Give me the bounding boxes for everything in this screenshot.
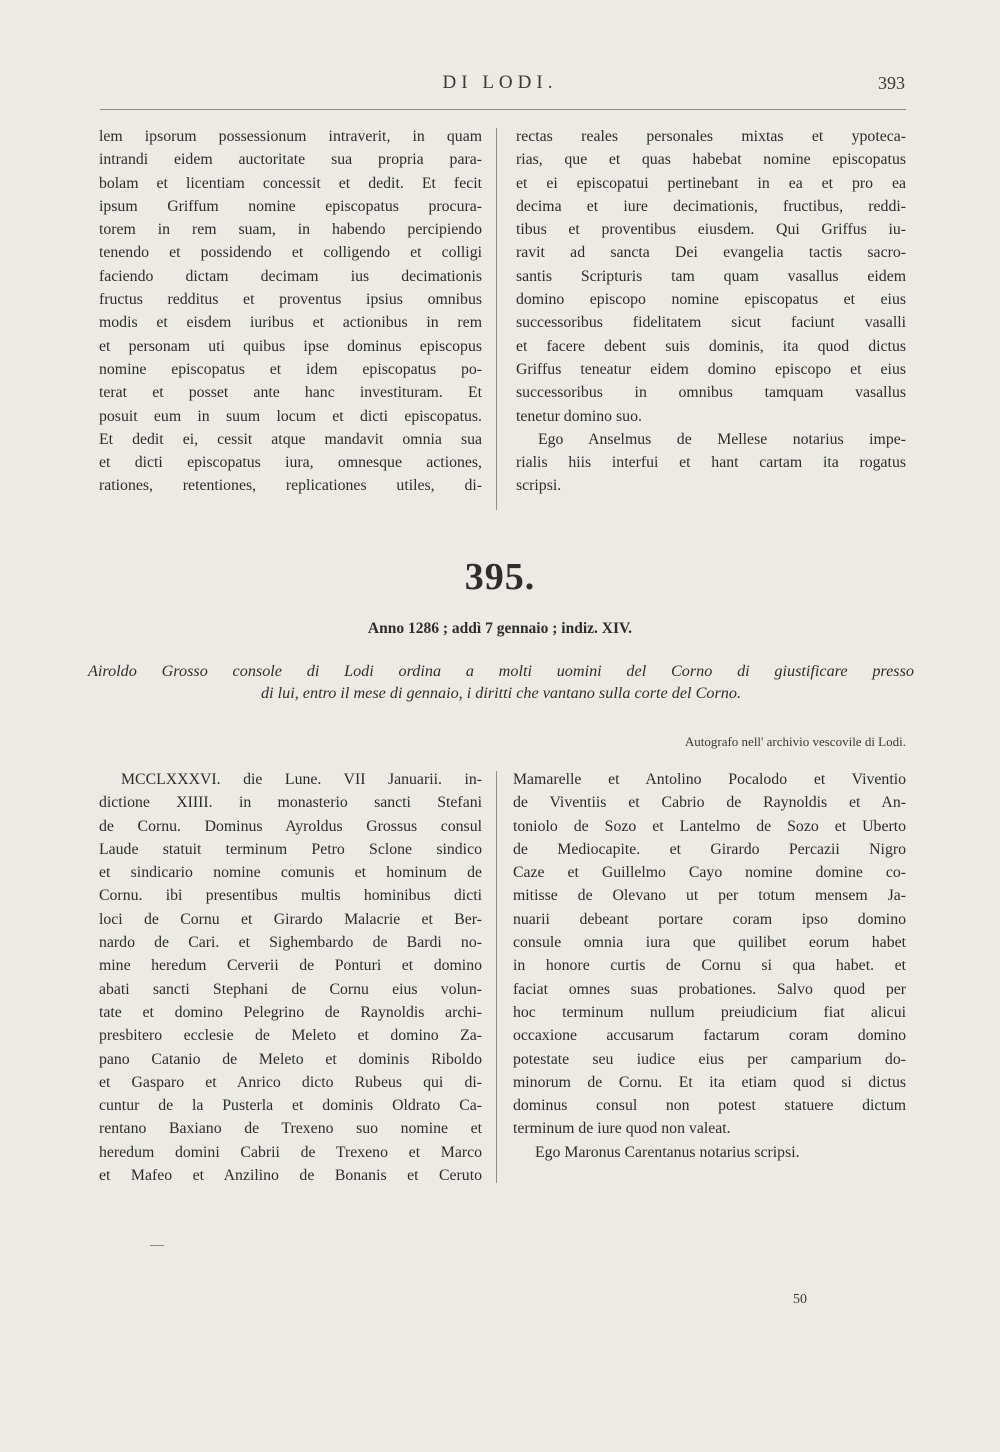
text-line: Cornu. ibi presentibus multis hominibus dicti (99, 887, 482, 905)
text-line: Mamarelle et Antolino Pocalodo et Viventio (513, 771, 906, 788)
section2-left-column (99, 768, 482, 1187)
column-divider (496, 128, 497, 510)
text-line: tibus et proventibus eiusdem. Qui Griffus iu- (516, 221, 906, 239)
text-line: fructus redditus et proventus ipsius omnibus (99, 291, 482, 309)
text-line: terat et posset ante hanc investituram. Et (99, 384, 482, 402)
text-line: rentano Baxiano de Trexeno suo nomine et (99, 1120, 482, 1138)
column-divider (496, 771, 497, 1183)
text-line: et Gasparo et Anrico dicto Rubeus qui di- (99, 1073, 482, 1091)
text-line: Caze et Guillelmo Cayo nomine domine co- (513, 864, 906, 882)
text-line: tenetur domino suo. (516, 407, 642, 425)
text-line: et Mafeo et Anzilino de Bonanis et Ceruto (99, 1167, 482, 1185)
document-summary (88, 660, 914, 704)
text-line: faciat omnes suas probationes. Salvo quod per (513, 980, 906, 998)
text-line: Laude statuit terminum Petro Sclone sindico (99, 840, 482, 858)
text-line: dictione XIIII. in monasterio sancti Stefani (99, 794, 482, 812)
text-line: hoc terminum nullum preiudicium fiat alicui (513, 1003, 906, 1021)
section1-right-column (516, 125, 906, 498)
text-line: et sindicario nomine comunis et hominum de (99, 864, 482, 882)
text-line: loci de Cornu et Girardo Malacrie et Ber- (99, 910, 482, 928)
text-line: modis et eisdem iuribus et actionibus in rem (99, 314, 482, 332)
text-line: dominus consul non potest statuere dictum (513, 1097, 906, 1115)
text-line: cuntur de la Pusterla et dominis Oldrato Ca- (99, 1097, 482, 1115)
section1-left-column (99, 125, 482, 498)
text-line: de Cornu. Dominus Ayroldus Grossus consul (99, 817, 482, 835)
text-line: mitisse de Olevano ut per totum mensem Ja- (513, 887, 906, 905)
text-line: et dicti episcopatus iura, omnesque actiones, (99, 454, 482, 472)
running-header-title: DI LODI. (442, 72, 558, 93)
text-line: terminum de iure quod non valeat. (513, 1120, 731, 1138)
text-line: mine heredum Cerverii de Ponturi et domino (99, 957, 482, 975)
page-number: 393 (878, 73, 905, 93)
text-line: Et dedit ei, cessit atque mandavit omnia sua (99, 430, 482, 448)
text-line: domino episcopo nomine episcopatus et eius (516, 291, 906, 309)
text-line: scripsi. (516, 477, 562, 495)
text-line: potestate seu iudice eius per camparium do- (513, 1050, 906, 1068)
text-line: faciendo dictam decimam ius decimationis (99, 267, 482, 285)
text-line: Ego Maronus Carentanus notarius scripsi. (535, 1143, 800, 1161)
text-line: heredum domini Cabrii de Trexeno et Marco (99, 1143, 482, 1161)
text-line: rationes, retentiones, replicationes utiles, di- (99, 477, 482, 495)
text-line: rectas reales personales mixtas et ypoteca- (516, 128, 906, 145)
text-line: minorum de Cornu. Et ita etiam quod si dictus (513, 1073, 906, 1091)
text-line: rias, que et quas habebat nomine episcopatus (516, 151, 906, 169)
signature-number: 50 (793, 1292, 807, 1307)
text-line: tate et domino Pelegrino de Raynoldis archi- (99, 1003, 482, 1021)
text-line: ravit ad sancta Dei evangelia tactis sacro- (516, 244, 906, 262)
text-line: consule omnia iura que quilibet eorum habet (513, 934, 906, 952)
text-line: nomine episcopatus et idem episcopatus po- (99, 360, 482, 378)
text-line: Griffus teneatur eidem domino episcopo et eius (516, 360, 906, 378)
text-line: torem in rem suam, in habendo percipiendo (99, 221, 482, 239)
text-line: occaxione accusarum factarum coram domino (513, 1027, 906, 1045)
text-line: et personam uti quibus ipse dominus episcopus (99, 337, 482, 355)
text-line: Ego Anselmus de Mellese notarius impe- (538, 430, 906, 448)
text-line: santis Scripturis tam quam vasallus eidem (516, 267, 906, 285)
text-line: MCCLXXXVI. die Lune. VII Januarii. in- (121, 771, 482, 788)
text-line: pano Catanio de Meleto et dominis Riboldo (99, 1050, 482, 1068)
text-line: ipsum Griffum nomine episcopatus procura- (99, 197, 482, 215)
text-line: in honore curtis de Cornu si qua habet. et (513, 957, 906, 975)
text-line: successoribus fidelitatem sicut faciunt vasalli (516, 314, 906, 332)
text-line: presbitero ecclesie de Meleto et domino Za- (99, 1027, 482, 1045)
text-line: nuarii debeant portare coram ipso domino (513, 910, 906, 928)
text-line: lem ipsorum possessionum intraverit, in quam (99, 128, 482, 145)
text-line: posuit eum in suum locum et dicti episcopatus. (99, 407, 482, 425)
summary-line: Airoldo Grosso console di Lodi ordina a molti uomini del Corno di giustificare presso (88, 662, 914, 680)
text-line: toniolo de Sozo et Lantelmo de Sozo et Uberto (513, 817, 906, 835)
document-date-line: Anno 1286 ; addì 7 gennaio ; indiz. XIV. (367, 620, 633, 637)
source-note: Autografo nell' archivio vescovile di Lodi. (684, 734, 906, 749)
text-line: nardo de Cari. et Sighembardo de Bardi no- (99, 934, 482, 952)
text-line: de Mediocapite. et Girardo Percazii Nigro (513, 840, 906, 858)
text-line: rialis hiis interfui et hant cartam ita rogatus (516, 454, 906, 472)
document-number: 395. (464, 556, 536, 598)
text-line: tenendo et possidendo et colligendo et colligi (99, 244, 482, 262)
section2-right-column (513, 768, 906, 1164)
text-line: intrandi eidem auctoritate sua propria para- (99, 151, 482, 169)
footnote-dash (150, 1245, 164, 1246)
summary-line: di lui, entro il mese di gennaio, i diritti che vantano sulla corte del Corno. (260, 684, 742, 702)
header-rule (100, 109, 906, 110)
text-line: bolam et licentiam concessit et dedit. Et fecit (99, 174, 482, 192)
text-line: successoribus in omnibus tamquam vasallus (516, 384, 906, 402)
text-line: abati sancti Stephani de Cornu eius volun- (99, 980, 482, 998)
text-line: decima et iure decimationis, fructibus, reddi- (516, 197, 906, 215)
text-line: et facere debent suis dominis, ita quod dictus (516, 337, 906, 355)
text-line: et ei episcopatui pertinebant in ea et pro ea (516, 174, 906, 192)
text-line: de Viventiis et Cabrio de Raynoldis et An- (513, 794, 906, 812)
